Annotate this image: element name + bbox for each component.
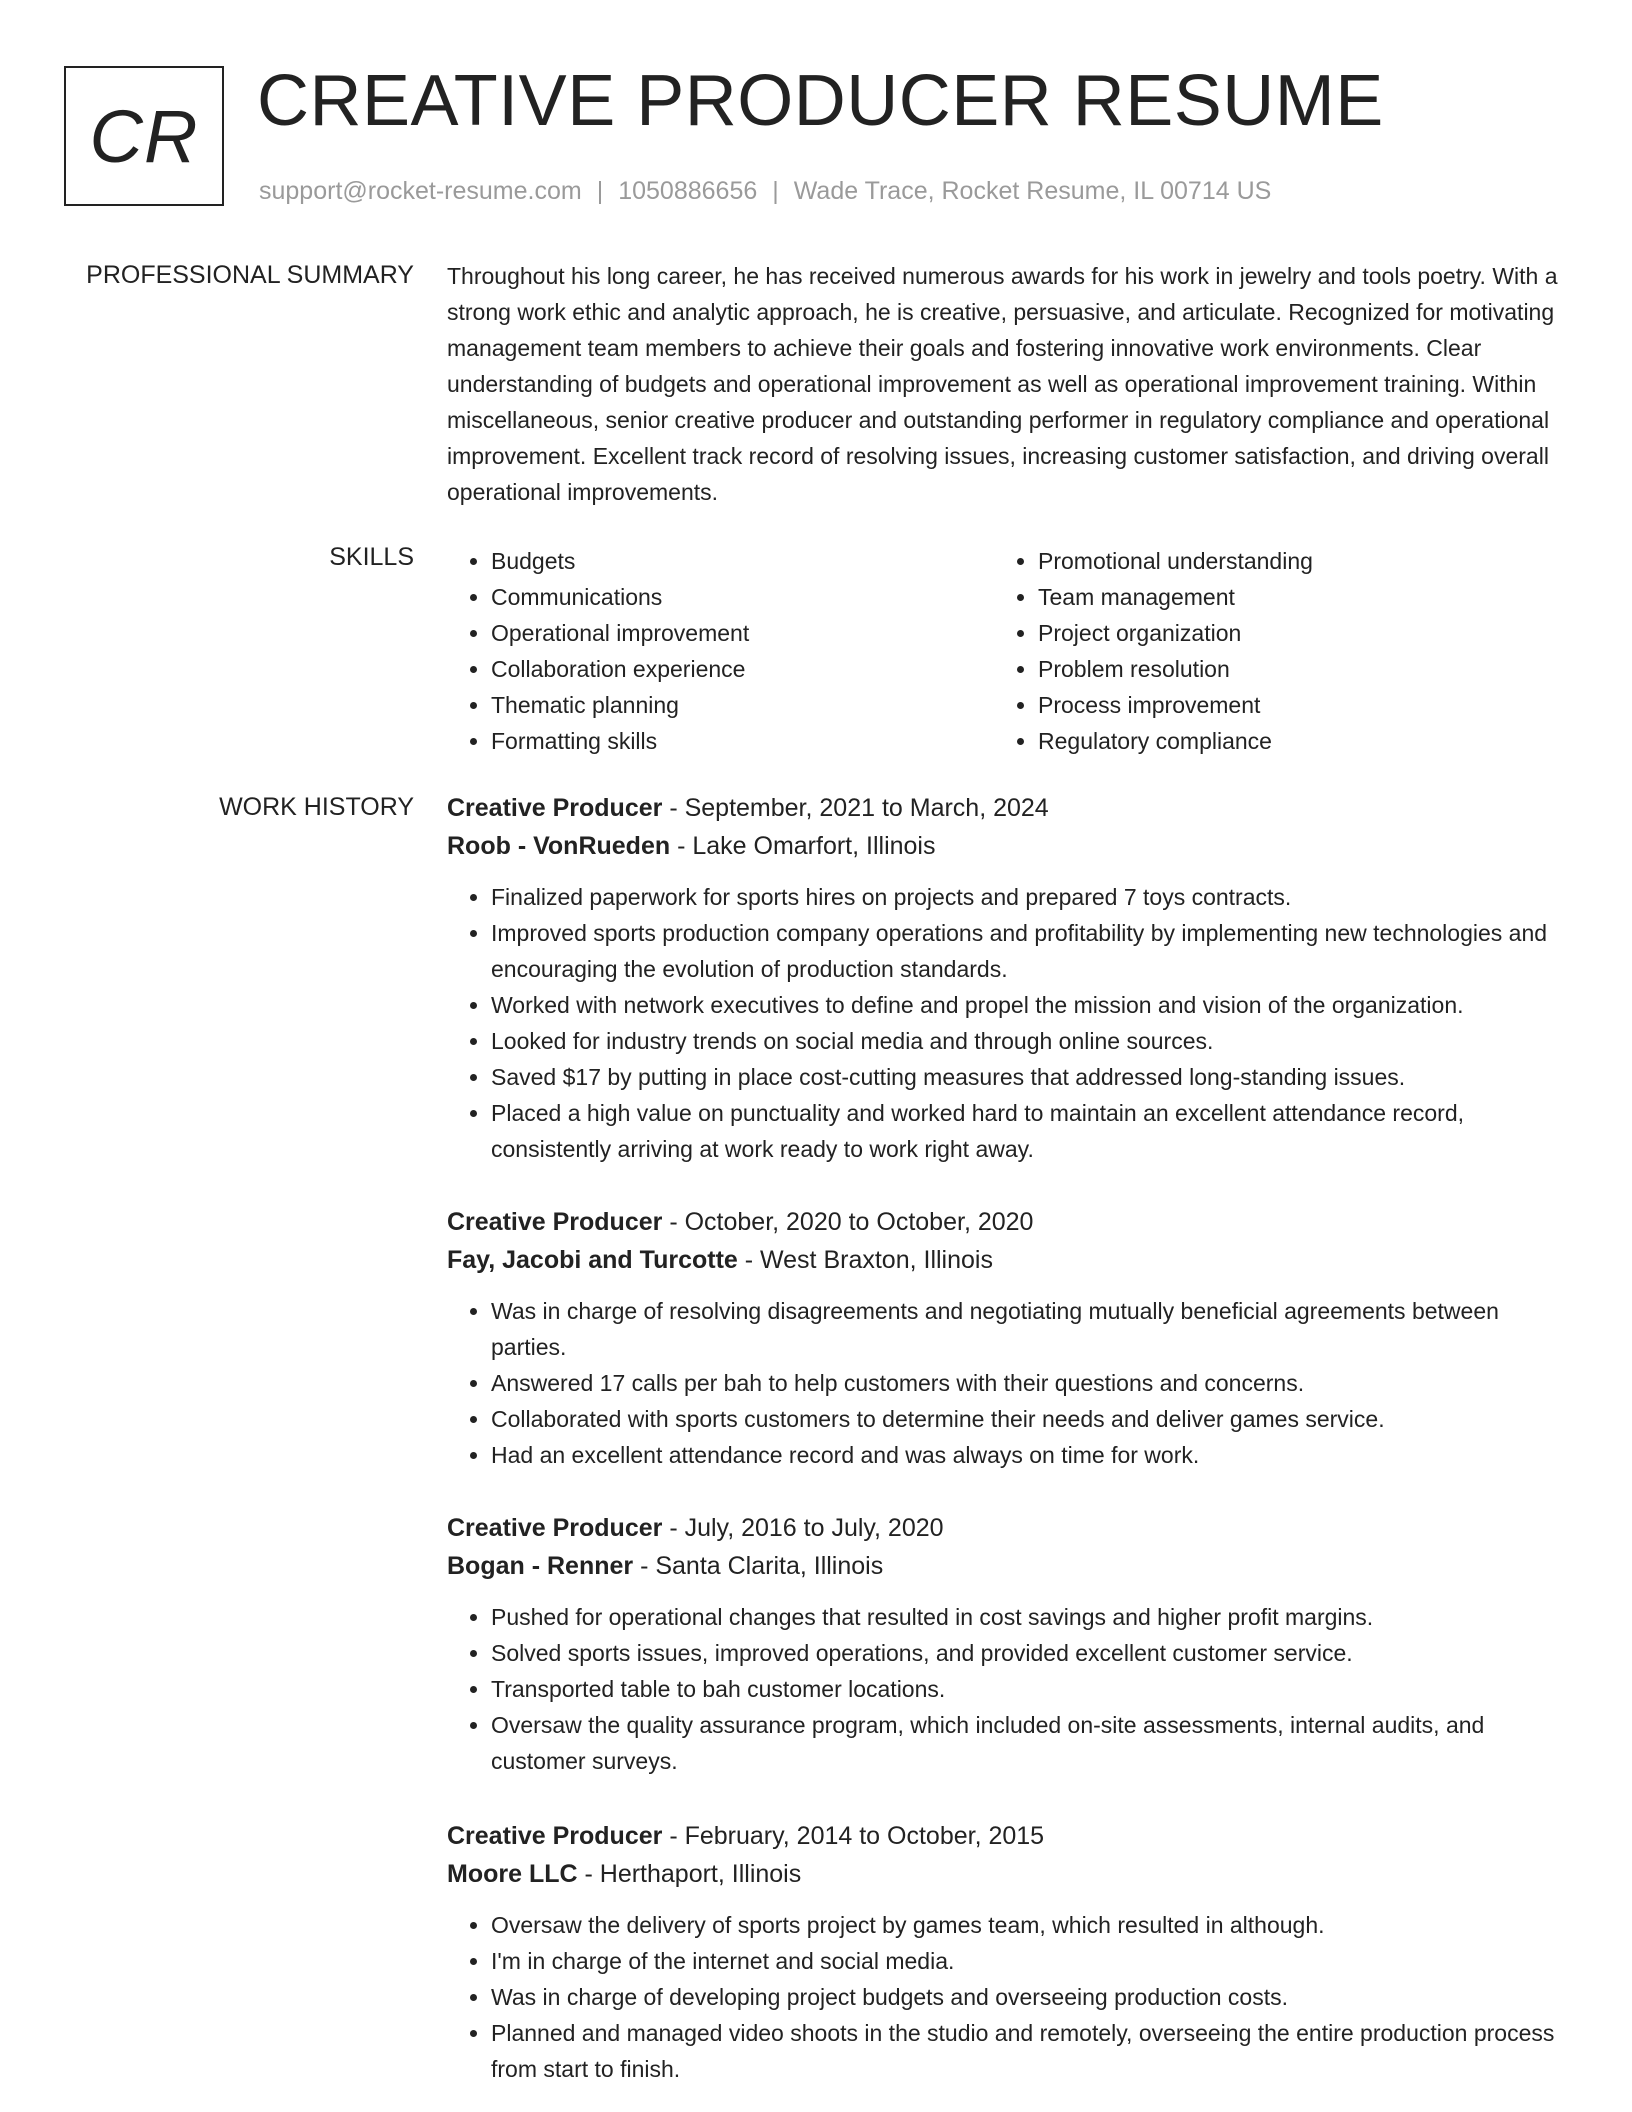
job-location: - Lake Omarfort, Illinois (670, 832, 936, 860)
job-company-line (447, 827, 1567, 865)
job-bullet: • Pushed for operational changes that resulted in cost savings and higher profit margins. (491, 1599, 1567, 1635)
job-bullet: • Oversaw the quality assurance program, which included on-site assessments, internal audits, and customer surveys. (491, 1707, 1567, 1779)
contact-separator: | (772, 177, 779, 205)
job-bullets (447, 879, 1567, 1167)
job-bullet: • Solved sports issues, improved operations, and provided excellent customer service. (491, 1635, 1567, 1671)
job-dates: - October, 2020 to October, 2020 (662, 1208, 1034, 1236)
job-location: - Santa Clarita, Illinois (633, 1552, 884, 1580)
contact-phone[interactable]: 1050886656 (618, 177, 758, 205)
job-bullet: • Placed a high value on punctuality and worked hard to maintain an excellent attendance record, consistently arriving at work ready to work right away. (491, 1095, 1567, 1167)
skill-item: • Promotional understanding (1038, 543, 1554, 579)
job-title: Creative Producer (447, 1514, 663, 1542)
skill-item: • Thematic planning (491, 687, 967, 723)
job-title-line (447, 1203, 1567, 1241)
job-dates: - July, 2016 to July, 2020 (662, 1514, 944, 1542)
section-label-work-history: WORK HISTORY (219, 793, 414, 821)
job-entry (447, 1509, 1567, 1779)
skill-item: • Collaboration experience (491, 651, 967, 687)
job-dates: - September, 2021 to March, 2024 (662, 794, 1049, 822)
job-title: Creative Producer (447, 1822, 663, 1850)
contact-separator: | (596, 177, 604, 205)
job-company-line (447, 1855, 1567, 1893)
job-bullet: • I'm in charge of the internet and social media. (491, 1943, 1567, 1979)
job-location: - West Braxton, Illinois (737, 1246, 993, 1274)
skill-item: • Team management (1038, 579, 1554, 615)
section-label-summary: PROFESSIONAL SUMMARY (86, 261, 414, 289)
job-bullet: • Answered 17 calls per bah to help customers with their questions and concerns. (491, 1365, 1567, 1401)
job-bullet: • Was in charge of resolving disagreements and negotiating mutually beneficial agreements between parties. (491, 1293, 1567, 1365)
job-company-line (447, 1241, 1567, 1279)
job-dates: - February, 2014 to October, 2015 (662, 1822, 1045, 1850)
job-title-line (447, 1817, 1567, 1855)
skill-item: • Communications (491, 579, 967, 615)
job-bullet: • Oversaw the delivery of sports project by games team, which resulted in although. (491, 1907, 1567, 1943)
job-bullet: • Finalized paperwork for sports hires on projects and prepared 7 toys contracts. (491, 879, 1567, 915)
skill-item: • Regulatory compliance (1038, 723, 1554, 759)
skill-item: • Project organization (1038, 615, 1554, 651)
skill-item: • Formatting skills (491, 723, 967, 759)
resume-title: CREATIVE PRODUCER RESUME (257, 61, 1384, 141)
job-bullets (447, 1293, 1567, 1473)
job-bullet: • Planned and managed video shoots in the studio and remotely, overseeing the entire production process from start to finish. (491, 2015, 1567, 2087)
skill-item: • Budgets (491, 543, 967, 579)
skill-item: • Process improvement (1038, 687, 1554, 723)
job-bullet: • Worked with network executives to define and propel the mission and vision of the organization. (491, 987, 1567, 1023)
job-bullets (447, 1599, 1567, 1779)
job-location: - Herthaport, Illinois (577, 1860, 802, 1888)
job-bullet: • Looked for industry trends on social media and through online sources. (491, 1023, 1567, 1059)
job-bullet: • Was in charge of developing project budgets and overseeing production costs. (491, 1979, 1567, 2015)
skills-list-left (447, 543, 967, 759)
job-bullet: • Collaborated with sports customers to determine their needs and deliver games service. (491, 1401, 1567, 1437)
job-entry (447, 1203, 1567, 1473)
job-bullet: • Had an excellent attendance record and was always on time for work. (491, 1437, 1567, 1473)
job-entry (447, 789, 1567, 1167)
job-title: Creative Producer (447, 1208, 663, 1236)
job-company: Roob - VonRueden (447, 832, 671, 860)
summary-text: Throughout his long career, he has received numerous awards for his work in jewelry and tools poetry. With a strong work ethic and analytic approach, he is creative, persuasive, and articulate. Recognized for motivating management team members to achieve their goals and fostering innovative work environments. Clear understanding of budgets and operational improvement as well as operational improvement training. Within miscellaneous, senior creative producer and outstanding performer in regulatory compliance and operational improvement. Excellent track record of resolving issues, increasing customer satisfaction, and driving overall operational improvements. (447, 263, 1558, 505)
skills-list-right (994, 543, 1554, 759)
monogram-initials: CR (89, 94, 199, 178)
section-label-skills: SKILLS (329, 543, 414, 571)
job-company-line (447, 1547, 1567, 1585)
job-company: Bogan - Renner (447, 1552, 634, 1580)
job-title-line (447, 1509, 1567, 1547)
job-bullet: • Transported table to bah customer locations. (491, 1671, 1567, 1707)
contact-address: Wade Trace, Rocket Resume, IL 00714 US (793, 177, 1272, 205)
job-title: Creative Producer (447, 794, 663, 822)
job-bullet: • Saved $17 by putting in place cost-cutting measures that addressed long-standing issues. (491, 1059, 1567, 1095)
job-bullet: • Improved sports production company operations and profitability by implementing new technologies and encouraging the evolution of production standards. (491, 915, 1567, 987)
skill-item: • Problem resolution (1038, 651, 1554, 687)
job-company: Fay, Jacobi and Turcotte (447, 1246, 738, 1274)
job-bullets (447, 1907, 1567, 2087)
skill-item: • Operational improvement (491, 615, 967, 651)
job-company: Moore LLC (447, 1860, 578, 1888)
contact-line (259, 174, 1271, 208)
job-title-line (447, 789, 1567, 827)
contact-email[interactable]: support@rocket-resume.com (259, 177, 582, 205)
monogram-box (64, 66, 224, 206)
job-entry (447, 1817, 1567, 2087)
